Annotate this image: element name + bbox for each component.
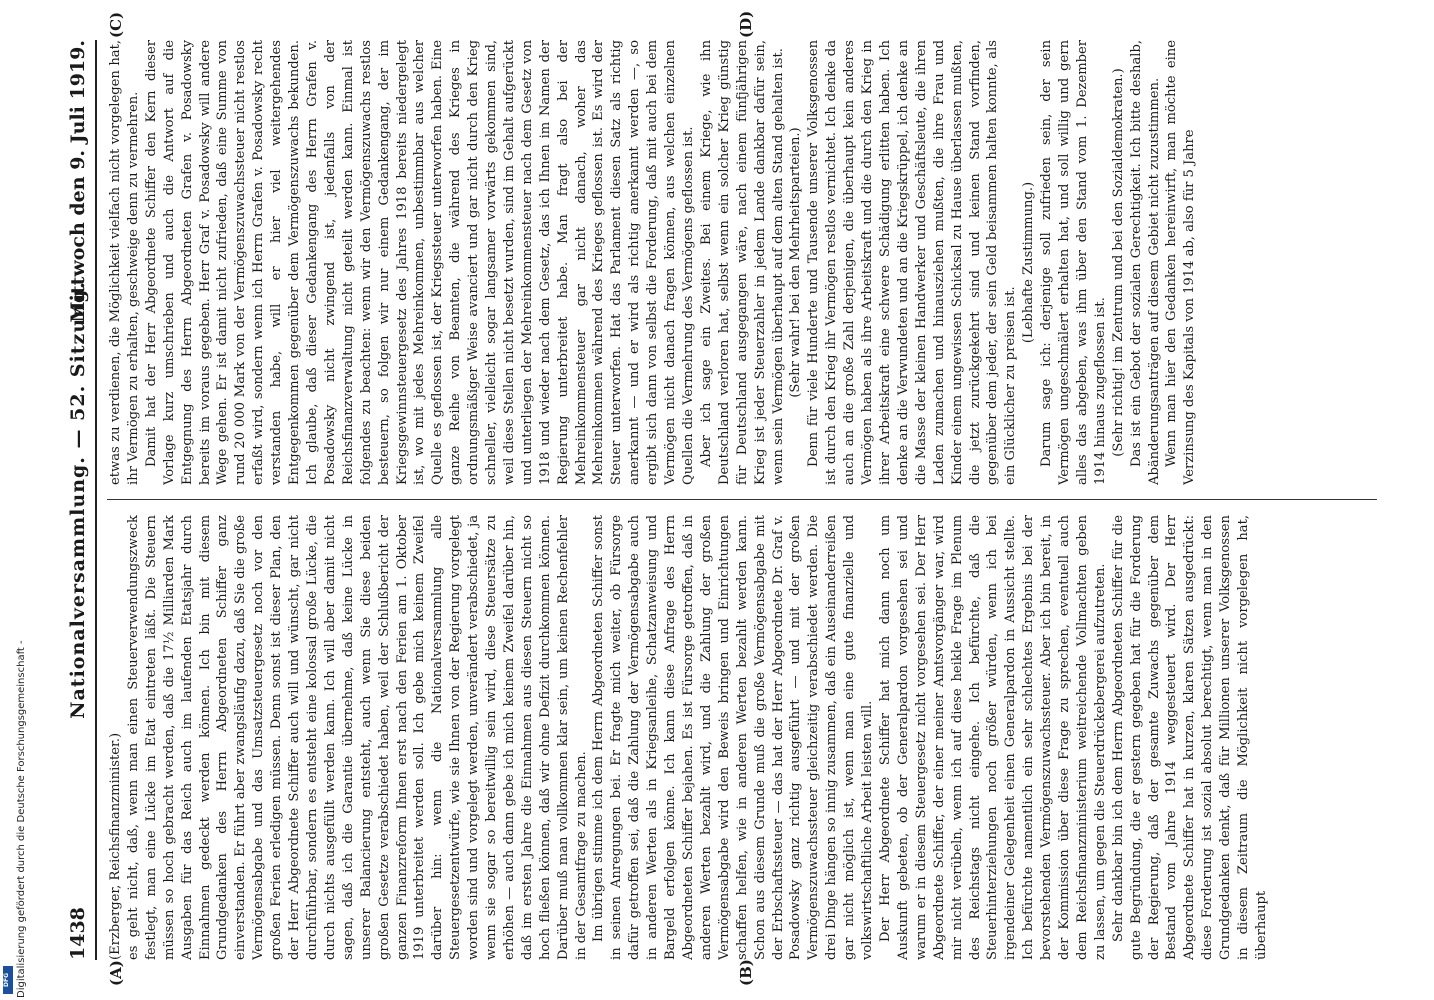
paragraph: es geht nicht, daß, wenn man einen Steuerverwendungszweck festlegt, man eine Lücke im Etat eintreten läßt. Die Steuern müssen so hoch gebracht werden, daß die 17½ Milliarden Mark Ausgaben für das Reich auch im laufenden Etatsjahr durch Einnahmen gedeckt werden können. Ich bin mit diesem Grundgedanken des Herrn Abgeordneten Schiffer ganz einverstanden. Er führt aber zwangsläufig dazu, daß Sie die große Vermögensabgabe und das Umsatzsteuergesetz noch vor den großen Ferien erledigen müssen. Denn sonst ist dieser Plan, den der Herr Abgeordnete Schiffer auch will und wünscht, gar nicht durchführbar, sondern es entsteht eine kolossal große Lücke, die durch nichts ausgefüllt werden kann. Ich will aber damit nicht sagen, daß ich die Garantie übernehme, daß keine Lücke in unserer Balancierung entsteht, auch wenn Sie diese beiden großen Gesetze verabschiedet haben, weil der Schlußbericht der ganzen Finanzreform Ihnen erst nach den Ferien am 1. Oktober 1919 unterbreitet werden soll. Ich gebe mich keinem Zweifel darüber hin: wenn die Nationalversammlung alle Steuergesetzentwürfe, wie sie Ihnen von der Regierung vorgelegt worden sind und vorgelegt werden, unverändert verabschiedet, ja wenn sie sogar so bereitwillig sein wird, diese Steuersätze zu erhöhen — auch dann gebe ich mich keinem Zweifel darüber hin, daß im ersten Jahre die Einnahmen aus diesen Steuern nicht so hoch fließen können, daß wir ohne Defizit durchkommen können. Darüber muß man vollkommen klar sein, um keinen Rechenfehler in der Gesamtfrage zu machen. (125, 515, 589, 960)
interjection: (Lebhafte Zustimmung.) (1021, 181, 1037, 344)
paragraph: Aber ich sage ein Zweites. Bei einem Kriege, wie ihn Deutschland verloren hat, selbst wenn ein solcher Krieg günstig für Deutschland ausgegangen wäre, nach einem fünfjährigen Krieg ist jeder Steuerzahler in jedem Lande dankbar dafür sein, wenn sein Vermögen überhaupt auf dem alten Stand gehalten ist. (698, 40, 786, 485)
digitization-credit: Digitalisierung gefördert durch die Deutsche Forschungsgemeinschaft - (16, 640, 27, 998)
interjection: (Sehr richtig! im Zentrum und bei den Sozialdemokraten.) (1110, 68, 1126, 457)
session-date: Mittwoch den 9. Juli 1919. (67, 40, 89, 323)
paragraph: Damit hat der Herr Abgeordnete Schiffer den Kern dieser Vorlage kurz umschrieben und auch die Antwort auf die Entgegnung des Herrn Abgeordneten Grafen v. Posadowsky bereits im voraus gegeben. Herr Graf v. Posadowsky will andere Wege gehen. Er ist damit nicht zufrieden, daß eine Summe von rund 20 000 Mark von der Vermögenszuwachssteuer nicht restlos erfaßt wird, sondern wenn ich Herrn Grafen v. Posadowsky recht verstanden habe, will er hier viel weitergehendes Entgegenkommen gegenüber dem Vermögenszuwachs bekunden. Ich glaube, daß dieser Gedankengang des Herrn Grafen v. Posadowsky nicht zwingend ist, jedenfalls von der Reichsfinanzverwaltung nicht geteilt werden kann. Einmal ist folgendes zu beachten: wenn wir den Vermögenszuwachs restlos besteuern, so folgen wir nur einem Gedankengang, der im Kriegsgewinnsteuergesetz des Jahres 1918 bereits niedergelegt ist, wo mit jedes Mehreinkommen, unbestimmbar aus welcher Quelle es geflossen ist, der Kriegssteuer unterworfen haben. Eine ganze Reihe von Beamten, die während des Krieges in ordnungsmäßiger Weise avanciert und gar nicht durch den Krieg schneller, vielleicht sogar langsamer vorwärts gekommen sind, weil diese Stellen nicht besetzt wurden, sind im Gehalt aufgerückt und unterliegen der Mehreinkommensteuer nach dem Gesetz von 1918 und wieder nach dem Gesetz, das ich Ihnen im Namen der Regierung unterbreitet habe. Man fragt also bei der Mehreinkommensteuer gar nicht danach, woher das Mehreinkommen während des Krieges geflossen ist. Es wird der Steuer unterworfen. Hat das Parlament diesen Satz als richtig anerkannt — und er wird als richtig anerkannt werden —, so ergibt sich dann von selbst die Forderung, daß mit auch bei dem Vermögen nicht danach fragen können, aus welchen einzelnen Quellen die Vermehrung des Vermögens geflossen ist. (143, 40, 696, 485)
margin-mark-b: (B) (737, 959, 755, 986)
paragraph: Wenn man hier den Gedanken hereinwirft, man möchte eine Verzinsung des Kapitals von 1914 ab, also für 5 Jahre (1164, 40, 1198, 485)
interjection: (Sehr wahr! bei den Mehrheitsparteien.) (788, 127, 804, 398)
paragraph: Denn für viele Hunderte und Tausende unserer Volksgenossen ist durch den Krieg ihr Vermögen restlos vernichtet. Ich denke da auch an die große Zahl derjenigen, die überhaupt kein anderes Vermögen haben als ihre Arbeitskraft und die durch den Krieg in ihrer Arbeitskraft eine schwere Schädigung erlitten haben. Ich denke an die Verwundeten und an die Kriegskrüppel, ich denke an die Masse der kleinen Handwerker und Geschäftsleute, die ihren Laden zumachen und hinausziehen mußten, die ihre Frau und Kinder einem ungewissen Schicksal zu Hause überlassen mußten, die jetzt zurückgekehrt sind und keinen Stand vorfinden, gegenüber dem jeder, der sein Geld beisammen halten konnte, als ein Glücklicher zu preisen ist. (806, 40, 1019, 485)
paragraph: Darum sage ich: derjenige soll zufrieden sein, der sein Vermögen ungeschmälert erhalten hat, und soll willig und gern alles das abgeben, was ihm über den Stand vom 1. Dezember 1914 hinaus zugeflossen ist. (1039, 40, 1108, 485)
page-title: Nationalversammlung. — 52. Sitzung. (67, 281, 89, 719)
page-header (65, 40, 97, 960)
paragraph: Sehr dankbar bin ich dem Herrn Abgeordneten Schiffer für die gute Begründung, die er gestern gegeben hat für die Forderung der Regierung, daß der gesamte Zuwachs gegenüber dem Bestand vom Jahre 1914 weggesteuert wird. Der Herr Abgeordnete Schiffer hat in kurzen, klaren Sätzen ausgedrückt: diese Forderung ist sozial absolut berechtigt, wenn man in den Grundgedanken denkt, daß für Millionen unserer Volksgenossen in diesem Zeitraum die Möglichkeit nicht vorgelegen hat, überhaupt (1110, 515, 1269, 960)
paragraph: Im übrigen stimme ich dem Herrn Abgeordneten Schiffer sonst in seinen Anregungen bei. Er fragte mich weiter, ob Fürsorge dafür getroffen sei, daß die Zahlung der Vermögensabgabe auch in anderen Werten als in Kriegsanleihe, Schatzanweisung und Bargeld erfolgen könne. Ich kann diese Anfrage des Herrn Abgeordneten Schiffer bejahen. Es ist Fürsorge getroffen, daß in anderen Werten bezahlt wird, und die Zahlung der großen Vermögensabgabe wird den Beweis bringen und Einrichtungen schaffen helfen, wie in anderen Werten bezahlt werden kann. Schon aus diesem Grunde muß die große Vermögensabgabe mit der Erbschaftssteuer — das hat der Herr Abgeordnete Dr. Graf v. Posadowsky ganz richtig ausgeführt — und mit der großen Vermögenszuwachssteuer gleichzeitig verabschiedet werden. Die drei Dinge hängen so innig zusammen, daß ein Auseinanderreißen gar nicht möglich ist, wenn man eine gute finanzielle und volkswirtschaftliche Arbeit leisten will. (591, 515, 876, 960)
margin-mark-c: (C) (107, 11, 125, 38)
page-number: 1438 (67, 907, 89, 960)
margin-mark-d: (D) (737, 10, 755, 38)
left-column (107, 515, 1377, 960)
speaker-line: (Erzberger, Reichsfinanzminister.) (108, 732, 123, 960)
dfg-logo: DFG (3, 966, 13, 994)
paragraph: Der Herr Abgeordnete Schiffer hat mich dann noch um Auskunft gebeten, ob der Generalpardon vorgesehen sei und warum er in diesem Steuergesetz nicht vorgesehen sei. Der Herr Abgeordnete Schiffer, der einer meiner Amtsvorgänger war, wird mir nicht verübeln, wenn ich auf diese heikle Frage im Plenum des Reichstags nicht eingehe. Ich befürchte, daß die Steuerhinterziehungen noch größer würden, wenn ich bei irgendeiner Gelegenheit einen Generalpardon in Aussicht stellte. Ich befürchte namentlich ein sehr schlechtes Ergebnis bei der bevorstehenden Vermögenszuwachssteuer. Aber ich bin bereit, in der Kommission über diese Frage zu sprechen, eventuell auch dem Reichsfinanzministerium weitreichende Vollmachten geben zu lassen, um gegen die Steuerdrückebergerei aufzutreten. (877, 515, 1108, 960)
margin-mark-a: (A) (107, 960, 125, 986)
paragraph: etwas zu verdienen, die Möglichkeit vielfach nicht vorgelegen hat, ihr Vermögen zu erhalten, geschweige denn zu vermehren. (108, 40, 141, 485)
paragraph: Das ist ein Gebot der sozialen Gerechtigkeit. Ich bitte deshalb, Abänderungsanträgen auf diesem Gebiet nicht zuzustimmen. (1128, 40, 1162, 485)
column-divider (107, 499, 1377, 500)
right-column (107, 40, 1377, 485)
document-page (47, 0, 1387, 1000)
